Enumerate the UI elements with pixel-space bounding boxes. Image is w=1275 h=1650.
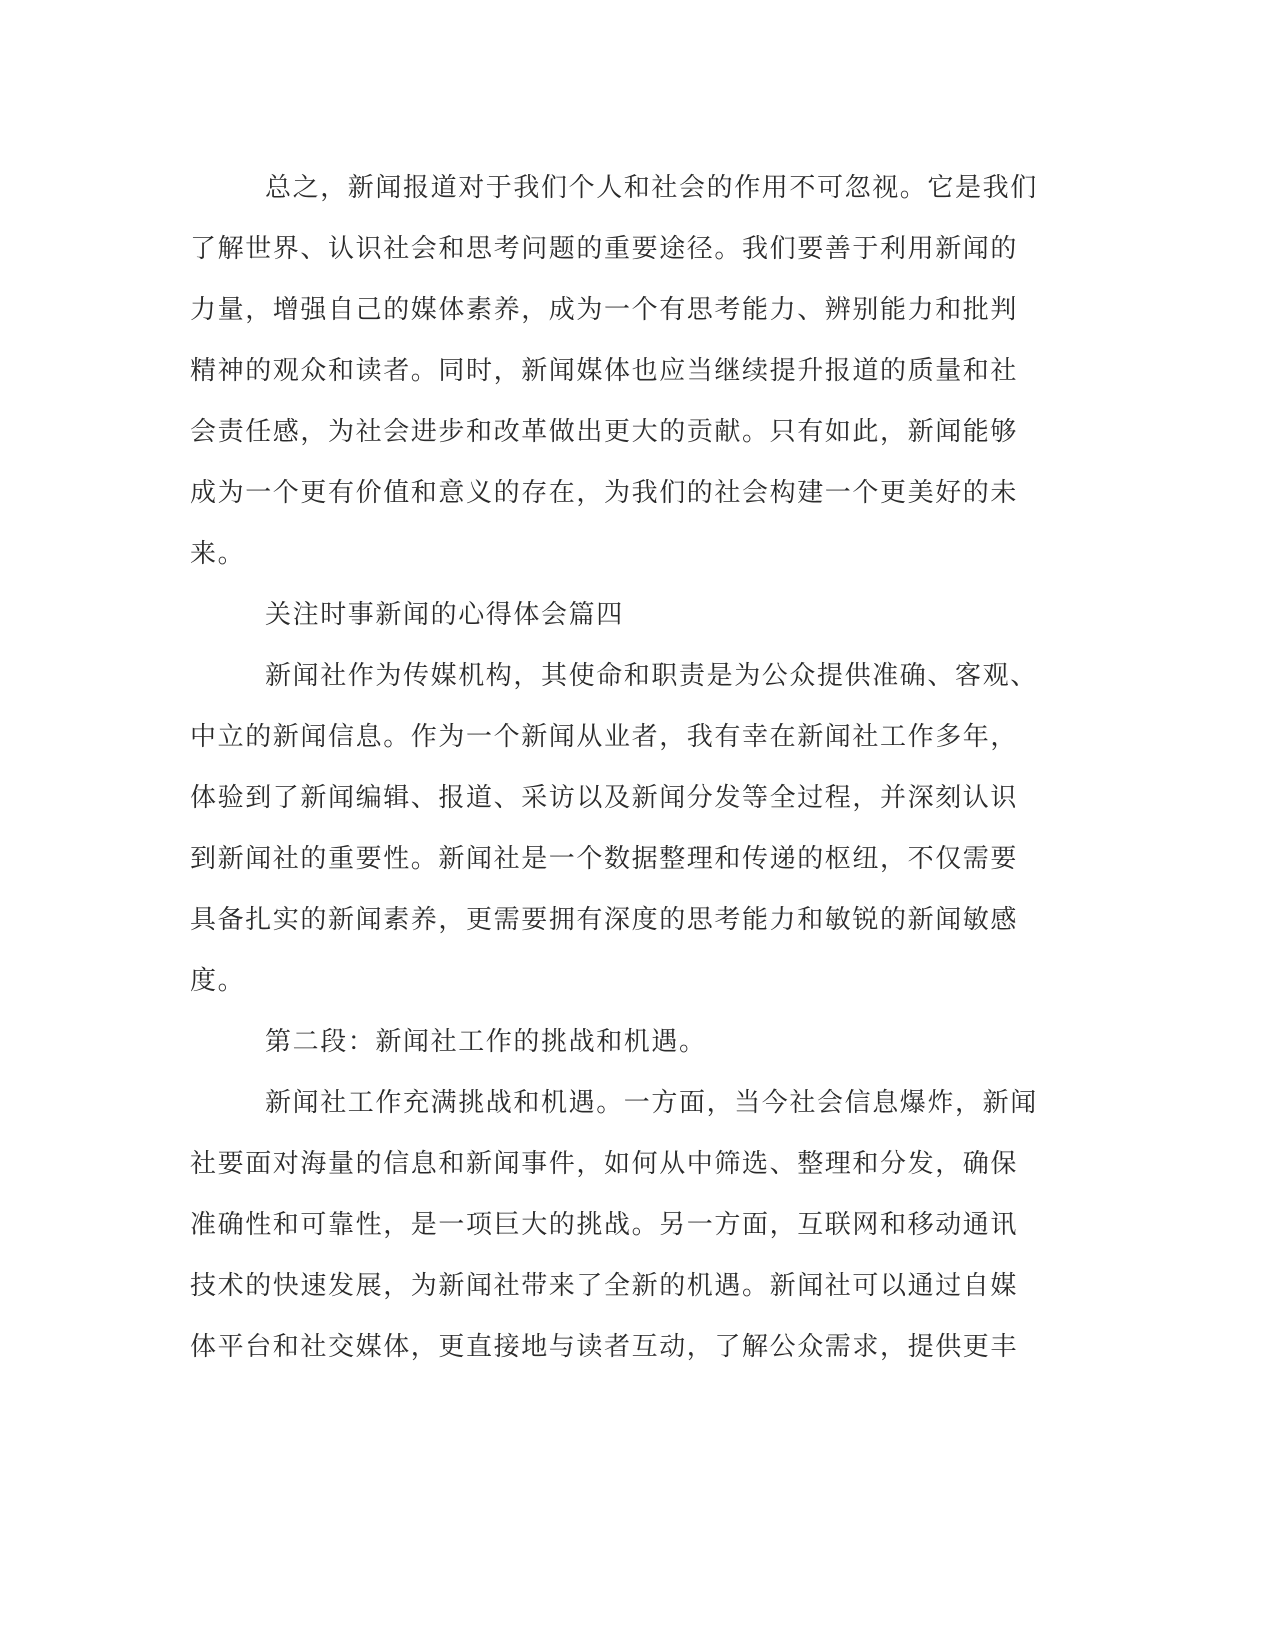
text-line: 新闻社作为传媒机构，其使命和职责是为公众提供准确、客观、	[265, 661, 1038, 691]
text-line: 技术的快速发展，为新闻社带来了全新的机遇。新闻社可以通过自媒	[190, 1271, 1019, 1301]
section-heading	[190, 585, 1070, 646]
heading-text: 第二段：新闻社工作的挑战和机遇。	[265, 1027, 707, 1057]
paragraph-conclusion	[190, 158, 1070, 585]
text-line: 到新闻社的重要性。新闻社是一个数据整理和传递的枢纽，不仅需要	[190, 844, 1019, 874]
subsection-heading	[190, 1012, 1070, 1073]
text-line: 体平台和社交媒体，更直接地与读者互动，了解公众需求，提供更丰	[190, 1332, 1019, 1362]
text-line: 新闻社工作充满挑战和机遇。一方面，当今社会信息爆炸，新闻	[265, 1088, 1038, 1118]
text-line: 度。	[190, 966, 246, 996]
text-line: 会责任感，为社会进步和改革做出更大的贡献。只有如此，新闻能够	[190, 417, 1019, 447]
heading-text: 关注时事新闻的心得体会篇四	[265, 600, 624, 630]
paragraph-challenges	[190, 1073, 1070, 1378]
text-line: 体验到了新闻编辑、报道、采访以及新闻分发等全过程，并深刻认识	[190, 783, 1019, 813]
paragraph-intro	[190, 646, 1070, 1012]
text-line: 社要面对海量的信息和新闻事件，如何从中筛选、整理和分发，确保	[190, 1149, 1019, 1179]
text-line: 成为一个更有价值和意义的存在，为我们的社会构建一个更美好的未	[190, 478, 1019, 508]
text-line: 中立的新闻信息。作为一个新闻从业者，我有幸在新闻社工作多年，	[190, 722, 1019, 752]
text-line: 精神的观众和读者。同时，新闻媒体也应当继续提升报道的质量和社	[190, 356, 1019, 386]
text-line: 总之，新闻报道对于我们个人和社会的作用不可忽视。它是我们	[265, 173, 1038, 203]
text-line: 准确性和可靠性，是一项巨大的挑战。另一方面，互联网和移动通讯	[190, 1210, 1019, 1240]
document-body	[190, 158, 1070, 1378]
text-line: 力量，增强自己的媒体素养，成为一个有思考能力、辨别能力和批判	[190, 295, 1019, 325]
text-line: 了解世界、认识社会和思考问题的重要途径。我们要善于利用新闻的	[190, 234, 1019, 264]
text-line: 来。	[190, 539, 246, 569]
text-line: 具备扎实的新闻素养，更需要拥有深度的思考能力和敏锐的新闻敏感	[190, 905, 1019, 935]
